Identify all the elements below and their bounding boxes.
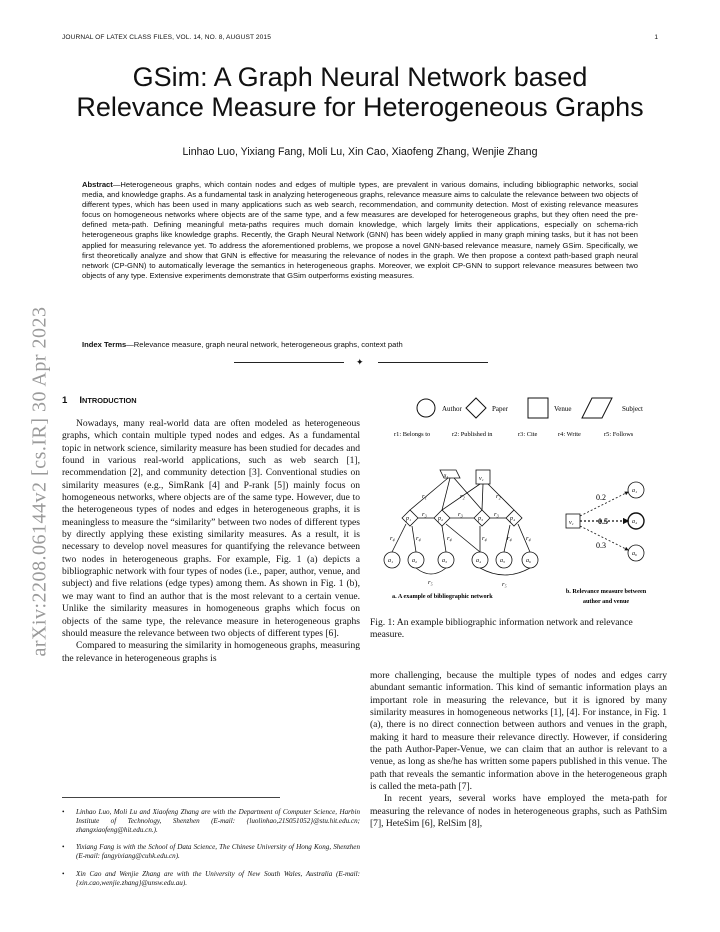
node-label-p3: p₃ (478, 516, 484, 522)
relation-label: r1: Belongs to (394, 431, 431, 438)
title-line-1: GSim: A Graph Neural Network based (132, 62, 588, 92)
relation-label: r3: Cite (518, 431, 538, 438)
node-label-a1: a₁ (632, 488, 638, 494)
figure-1 (370, 390, 670, 610)
node-label-a6: a₆ (632, 551, 638, 557)
subcaption-b-line-2: author and venue (582, 598, 630, 605)
node-label-a1: a₁ (388, 558, 394, 564)
edge-label: r₄ (416, 535, 421, 542)
edge-label: r₅ (428, 579, 433, 586)
index-terms-text: —Relevance measure, graph neural network, heterogeneous graphs, context path (126, 340, 403, 349)
edge-label: r₄ (526, 535, 531, 542)
edge-label: r₂ (460, 493, 465, 500)
section-title: INTRODUCTION (79, 395, 137, 406)
page-number: 1 (654, 34, 658, 41)
node-label-a2: a₂ (412, 558, 418, 564)
edge-label: r₄ (507, 535, 512, 542)
abstract-label: Abstract (82, 180, 113, 189)
paper-legend-icon (466, 398, 486, 418)
subcaption-a: a. A example of bibliographic network (392, 593, 493, 600)
abstract-text: —Heterogeneous graphs, which contain nodes and edges of multiple types, are prevalent in various domains, including bibliographic networks, social media, and knowledge graphs. As a fundamental task in analyzing heterogeneous graphs, relevance measure aims to calculate the relevance between two objects of different types, which has been used in many applications such as web search, recommendation, and community detection. Most of existing relevance measures focus on homogeneous networks where objects are of the same type, and a few measures are developed for heterogeneous graphs, but they often need the pre-defined meta-path. Defining meaningful meta-paths requires much domain knowledge, which largely limits their applications, especially on schema-rich heterogeneous graphs like knowledge graphs. Recently, the Graph Neural Network (GNN) has been widely applied in many graph mining tasks, but it has not been applied for measuring relevance yet. To address the aforementioned problems, we propose a novel GNN-based relevance measure, namely GSim. Specifically, we first theoretically analyze and show that GNN is effective for measuring the relevance of nodes in the graph. We then propose a context path-based graph neural network (CP-GNN) to automatically leverage the semantics in heterogeneous graphs. Moreover, we exploit CP-GNN to support relevance measures between two objects of any type. Extensive experiments demonstrate that GSim outperforms existing measures. (82, 180, 638, 280)
right-column-text (370, 670, 667, 830)
edge-label: r₂ (496, 493, 501, 500)
node-label-p2: p₂ (438, 516, 444, 522)
left-column-text (62, 418, 360, 665)
node-label-s1: s₁ (444, 473, 449, 479)
relation-label: r5: Follows (604, 431, 634, 438)
edge-label: r₄ (390, 535, 395, 542)
legend-paper: Paper (492, 405, 508, 413)
body-paragraph: In recent years, several works have employed the meta-path for measuring the relevance of nodes in heterogeneous graphs, such as PathSim [7], HeteSim [6], RelSim [8], (370, 793, 667, 830)
relevance-score: 0.5 (598, 517, 608, 526)
divider-line-right (378, 362, 488, 363)
edge-label: r₁ (422, 493, 427, 500)
node-label-p4: p₄ (510, 516, 516, 522)
node-label-v1: v₁ (569, 520, 574, 526)
node-label-a4: a₄ (632, 519, 638, 525)
footnote-item: • Linhao Luo, Moli Lu and Xiaofeng Zhang are with the Department of Computer Science, Harbin Institute of Technology, Shenzhen (E-mail: {luolinhao,21S051052}@stu.hit.edu.cn; zhangxiaofeng@hit.edu.cn.). (62, 808, 360, 834)
edge-label: r₅ (502, 581, 507, 588)
arxiv-identifier-stamp: arXiv:2208.06144v2 [cs.IR] 30 Apr 2023 (28, 306, 51, 657)
index-terms-label: Index Terms (82, 340, 127, 349)
section-number: 1 (62, 395, 68, 406)
bibliographic-network-diagram (370, 390, 670, 610)
legend-venue: Venue (554, 405, 572, 413)
abstract (82, 180, 638, 281)
edge-label: r₃ (422, 511, 427, 518)
node-label-p1: p₁ (406, 516, 412, 522)
footnotes (62, 808, 360, 897)
edge-label: r₄ (447, 535, 452, 542)
paper-title (40, 62, 680, 122)
relation-label: r2: Published in (452, 431, 493, 438)
section-heading (62, 395, 137, 406)
footnote-rule (62, 797, 280, 798)
relevance-score: 0.3 (596, 541, 606, 550)
running-header: JOURNAL OF LATEX CLASS FILES, VOL. 14, NO. 8, AUGUST 2015 (62, 34, 271, 41)
section-divider (234, 358, 488, 368)
divider-line-left (234, 362, 344, 363)
edge-label: r₄ (482, 535, 487, 542)
intro-paragraph-2: Compared to measuring the similarity in homogeneous graphs, measuring the relevance in heterogeneous graphs is (62, 640, 360, 664)
edge-label: r₃ (494, 511, 499, 518)
subject-legend-icon (582, 398, 612, 418)
venue-legend-icon (528, 398, 548, 418)
legend-subject: Subject (622, 405, 643, 413)
node-label-v1: v₁ (479, 476, 484, 482)
footnote-item: • Yixiang Fang is with the School of Data Science, The Chinese University of Hong Kong, Shenzhen (E-mail: fangyixiang@cuhk.edu.cn). (62, 843, 360, 861)
body-paragraph: more challenging, because the multiple types of nodes and edges carry abundant semantic information. This kind of semantic information plays an important role in measuring the relevance, but it is ignored by many similarity measures in homogeneous networks [1], [4]. For instance, in Fig. 1 (a), there is no direct connection between authors and venues in the graph, making it hard to measure their relevance directly. However, if considering the path Author-Paper-Venue, we can claim that an author is relevant to a venue, as long as she/he has written some papers published in this venue. The path that reveals the semantic information above in the heterogeneous graph is called the meta-path [7]. (370, 670, 667, 793)
intro-paragraph-1: Nowadays, many real-world data are often modeled as heterogeneous graphs, which contain multiple typed nodes and edges. As a fundamental topic in network science, similarity measure has been studied for decades and found in various real-world applications, such as web search [1], recommendation [2], and community detection [3]. Conventional studies on similarity measures (e.g., SimRank [4] and P-rank [5]) mainly focus on homogeneous networks, where objects are of the same type. However, due to the heterogeneous types of nodes and edges in heterogeneous graphs, it is meaningless to measure the “similarity” between two nodes of different types by directly applying these existing similarity measures. As a result, it is necessary to develop novel measures for quantifying the relevance between two nodes in heterogeneous graphs. For example, Fig. 1 (a) depicts a bibliographic network with four types of nodes (i.e., paper, author, venue, and subject) and five relations (edge types) among them. As shown in Fig. 1 (b), we may want to find an author that is the most relevant to a certain venue. Unlike the similarity measures in homogeneous graphs which focus on objects of the same type, the relevance measure in heterogeneous graphs should measure the relevance between two objects of different types [6]. (62, 418, 360, 639)
author-legend-icon (417, 399, 435, 417)
relevance-score: 0.2 (596, 493, 606, 502)
relation-label: r4: Write (558, 431, 581, 438)
edge-label: r₃ (458, 511, 463, 518)
subcaption-b-line-1: b. Relevance measure between (565, 588, 647, 595)
footnote-item: • Xin Cao and Wenjie Zhang are with the University of New South Wales, Australia (E-mail: {xin.cao,wenjie.zhang}@unsw.edu.au). (62, 869, 360, 887)
figure-caption: Fig. 1: An example bibliographic information network and relevance measure. (370, 617, 633, 641)
node-label-a6: a₆ (526, 558, 532, 564)
subject-node (440, 470, 460, 478)
node-label-a4: a₄ (476, 558, 482, 564)
divider-diamond-icon: ✦ (356, 357, 364, 367)
legend-author: Author (442, 405, 462, 413)
index-terms (82, 340, 638, 350)
node-label-a5: a₅ (500, 558, 506, 564)
node-label-a3: a₃ (442, 558, 448, 564)
author-list: Linhao Luo, Yixiang Fang, Moli Lu, Xin Cao, Xiaofeng Zhang, Wenjie Zhang (182, 146, 538, 158)
title-line-2: Relevance Measure for Heterogeneous Graphs (76, 92, 644, 122)
